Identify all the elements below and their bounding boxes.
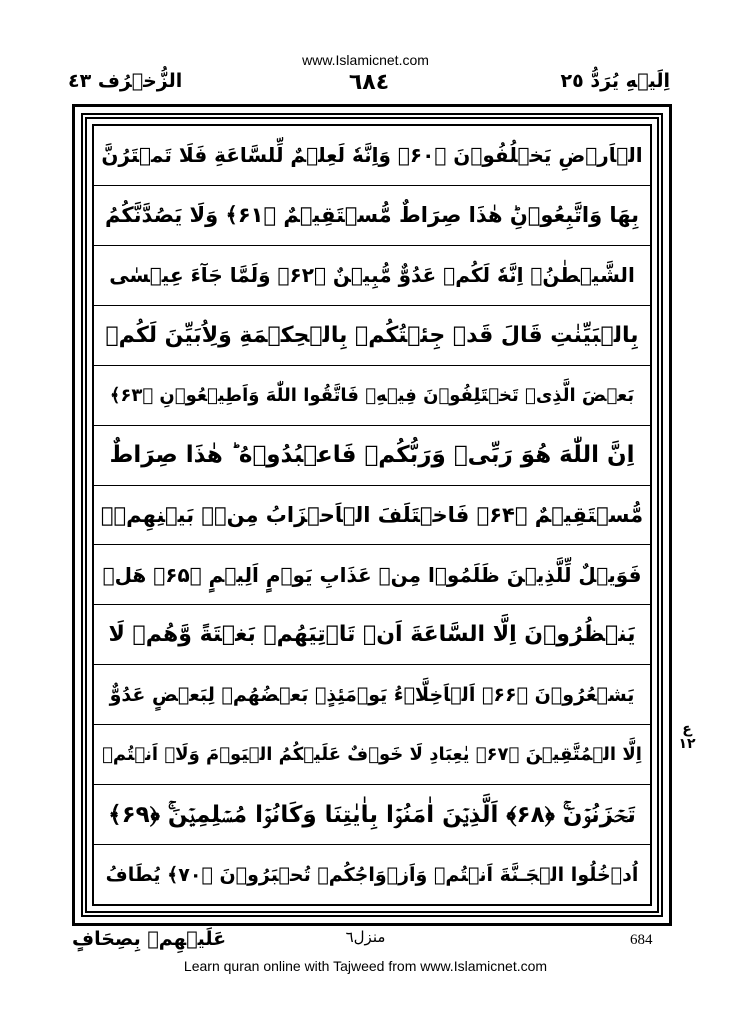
text-line: يَنۡظُرُوۡنَ اِلَّا السَّاعَةَ اَنۡ تَاۡتِيَهُمۡ بَغۡتَةً وَّهُمۡ لَا [94,605,650,665]
ruku-marker: ع ١٢ [678,721,696,752]
text-line: تَحۡزَنُوۡنَ‌ۚ ﴿۶۸﴾ اَلَّذِيۡنَ اٰمَنُوۡا بِاٰيٰتِنَا وَكَانُوۡا مُسۡلِمِيۡنَ‌ۚ ﴿۶۹﴾ [94,785,650,845]
page-number: 684 [630,932,653,948]
text-line: الشَّيۡطٰنُ‌ۚ اِنَّهٗ لَكُمۡ عَدُوٌّ مُّبِيۡنٌ ﴿۶۲﴾ وَلَمَّا جَآءَ عِيۡسٰى [94,246,650,306]
juz-name: اِلَيۡهِ يُرَدُّ ٢٥ [560,70,670,92]
page-header [68,70,670,102]
surah-name: الزُّخۡرُف ٤٣ [68,70,183,92]
text-line: بِالۡبَيِّنٰتِ قَالَ قَدۡ جِئۡتُكُمۡ بِالۡحِكۡمَةِ وَلِاُبَيِّنَ لَكُمۡ [94,306,650,366]
catchword: عَلَيۡهِمۡ بِصِحَافٍ [72,928,227,950]
footer-learn-text: Learn quran online with Tajweed from www.Islamicnet.com [183,958,548,974]
page-border-frame [72,104,672,926]
quran-text-block [92,124,652,906]
site-url: www.Islamicnet.com [302,52,429,68]
text-line: اِنَّ اللّٰهَ هُوَ رَبِّىۡ وَرَبُّكُمۡ فَاعۡبُدُوۡهُ‌ ؕ هٰذَا صِرَاطٌ [94,426,650,486]
page-number-arabic: ٦٨٤ [348,70,390,95]
text-line: فَوَيۡلٌ لِّلَّذِيۡنَ ظَلَمُوۡا مِنۡ عَذَابِ يَوۡمٍ اَلِيۡمٍ ﴿۶۵﴾ هَلۡ [94,545,650,605]
text-line: الۡاَرۡضِ يَخۡلُفُوۡنَ ﴿۶۰﴾ وَاِنَّهٗ لَعِلۡمٌ لِّلسَّاعَةِ فَلَا تَمۡتَرُنَّ [94,126,650,186]
text-line: يَشۡعُرُوۡنَ ﴿۶۶﴾ اَلۡاَخِلَّاۤءُ يَوۡمَئِذٍۢ بَعۡضُهُمۡ لِبَعۡضٍ عَدُوٌّ [94,665,650,725]
manzil-label: منزل٦ [345,928,386,946]
text-line: مُّسۡتَقِيۡمٌ ﴿۶۴﴾ فَاخۡتَلَفَ الۡاَحۡزَابُ مِنۡۢ بَيۡنِهِمۡ‌ۚ [94,486,650,546]
text-line: اِلَّا الۡمُتَّقِيۡنَ ﴿۶۷﴾ يٰعِبَادِ لَا خَوۡفٌ عَلَيۡكُمُ الۡيَوۡمَ وَلَاۤ اَنۡتُمۡ [94,725,650,785]
text-line: بَعۡضَ الَّذِىۡ تَخۡتَلِفُوۡنَ فِيۡهِ‌ۚ فَاتَّقُوا اللّٰهَ وَاَطِيۡعُوۡنِ ﴿۶۳﴾ [94,366,650,426]
text-line: بِهَا وَاتَّبِعُوۡنِ‌ؕ هٰذَا صِرَاطٌ مُّسۡتَقِيۡمٌ ﴿۶۱﴾ وَلَا يَصُدَّنَّكُمُ [94,186,650,246]
ornamental-border [81,113,663,917]
text-line: اُدۡخُلُوا الۡجَـنَّةَ اَنۡتُمۡ وَاَزۡوَاجُكُمۡ تُحۡبَرُوۡنَ ﴿۷۰﴾ يُطَافُ [105,863,639,886]
